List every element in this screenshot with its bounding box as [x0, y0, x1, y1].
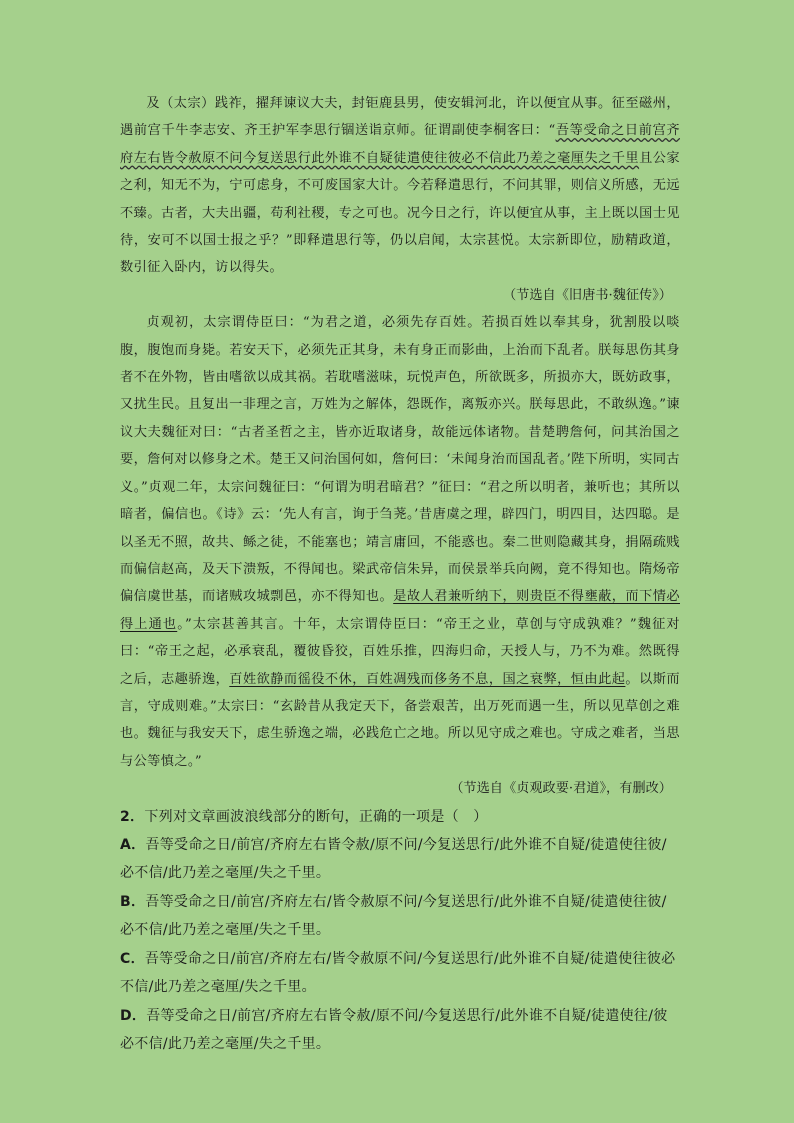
- passage-1: [120, 90, 680, 282]
- passage-2: [120, 309, 680, 775]
- option-text: 吾等受命之日/前宫/齐府左右皆令赦/原不问/今复送思行/此外谁不自疑/徒遣使往/彼必不信/此乃差之毫厘/失之千里。: [120, 1007, 668, 1053]
- question-2: [120, 803, 680, 831]
- option-letter: B．: [120, 893, 146, 910]
- option-text: 吾等受命之日/前宫/齐府左右/皆令赦原不问/今复送思行/此外谁不自疑/徒遣使往彼必不信/此乃差之毫厘/失之千里。: [120, 950, 676, 996]
- wavy-underlined-text: 吾等受命之日前宫齐府左右皆令赦原不问今复送思行此外谁不自疑徒遣使往彼必不信此乃差之毫厘失之千里: [120, 123, 680, 166]
- option-b[interactable]: [120, 888, 680, 945]
- option-letter: A．: [120, 836, 146, 853]
- option-text: 吾等受命之日/前宫/齐府左右/皆令赦原不问/今复送思行/此外谁不自疑/徒遣使往彼/必不信/此乃差之毫厘/失之千里。: [120, 893, 667, 939]
- option-c[interactable]: [120, 945, 680, 1002]
- option-a[interactable]: [120, 831, 680, 888]
- exam-page: [120, 90, 680, 1059]
- passage-1-source: （节选自《旧唐书·魏征传》）: [502, 287, 672, 303]
- passage-2-source: （节选自《贞观政要·君道》，有删改）: [450, 781, 672, 797]
- underlined-sentence-2: 百姓欲静而徭役不休，百姓凋残而侈务不息，国之衰弊，恒由此起: [229, 671, 626, 687]
- underlined-sentence-1: 是故人君兼听纳下，则贵臣不得壅蔽，而下情必得上通也: [120, 589, 680, 632]
- question-stem: 下列对文章画波浪线部分的断句，正确的一项是（ ）: [144, 808, 488, 825]
- passage-2-text-2: 。”太宗甚善其言。十年，太宗谓侍臣曰：“帝王之业，草创与守成孰难？”魏征对曰：“帝王之起，必承衰乱，覆彼昏狡，百姓乐推，四海归命，天授人与，乃不为难。然既得之后，志趣骄逸，: [120, 616, 680, 687]
- option-text: 吾等受命之日/前宫/齐府左右皆令赦/原不问/今复送思行/此外谁不自疑/徒遣使往彼/必不信/此乃差之毫厘/失之千里。: [120, 836, 667, 882]
- passage-2-text-3: 。以斯而言，守成则难。”太宗曰：“玄龄昔从我定天下，备尝艰苦，出万死而遇一生，所以见草创之难也。魏征与我安天下，虑生骄逸之端，必践危亡之地。所以见守成之难也。守成之难者，当思与公等慎之。”: [120, 671, 680, 769]
- question-number: 2．: [120, 808, 145, 825]
- option-letter: C．: [120, 950, 145, 967]
- passage-1-rest: 且公家之利，知无不为，宁可虑身，不可废国家大计。今若释遣思行，不问其罪，则信义所感，无远不臻。古者，大夫出疆，苟利社稷，专之可也。况今日之行，许以便宜从事，主上既以国士见待，安可不以国士报之乎？”即释遣思行等，仍以启闻，太宗甚悦。太宗新即位，励精政道，数引征入卧内，访以得失。: [120, 150, 681, 276]
- option-d[interactable]: [120, 1002, 680, 1059]
- option-letter: D．: [120, 1007, 147, 1024]
- passage-2-text-1: 贞观初，太宗谓侍臣曰：“为君之道，必须先存百姓。若损百姓以奉其身，犹割股以啖腹，腹饱而身毙。若安天下，必须先正其身，未有身正而影曲，上治而下乱者。朕每思伤其身者不在外物，皆由嗜欲以成其祸。若耽嗜滋味，玩悦声色，所欲既多，所损亦大，既妨政事，又扰生民。且复出一非理之言，万姓为之解体，怨既作，离叛亦兴。朕每思此，不敢纵逸。”谏议大夫魏征对曰：“古者圣哲之主，皆亦近取诸身，故能远体诸物。昔楚聘詹何，问其治国之要，詹何对以修身之术。楚王又问治国何如，詹何曰：‘未闻身治而国乱者。’陛下所明，实同古义。”贞观二年，太宗问魏征曰：“何谓为明君暗君？”征曰：“君之所以明者，兼听也；其所以暗者，偏信也。《诗》云：‘先人有言，询于刍荛。’昔唐虞之理，辟四门，明四目，达四聪。是以圣无不照，故共、鲧之徒，不能塞也；靖言庸回，不能惑也。秦二世则隐藏其身，捐隔疏贱而偏信赵高，及天下溃叛，不得闻也。梁武帝信朱异，而侯景举兵向阙，竟不得知也。隋炀帝偏信虞世基，而诸贼攻城剽邑，亦不得知也。: [120, 315, 680, 605]
- passage-1-intro: 及（太宗）践祚，擢拜谏议大夫，封钜鹿县男，使安辑河北，许以便宜从事。征至磁州，遇前宫千牛李志安、齐王护军李思行锢送诣京师。征谓副使李桐客曰：“: [120, 96, 680, 139]
